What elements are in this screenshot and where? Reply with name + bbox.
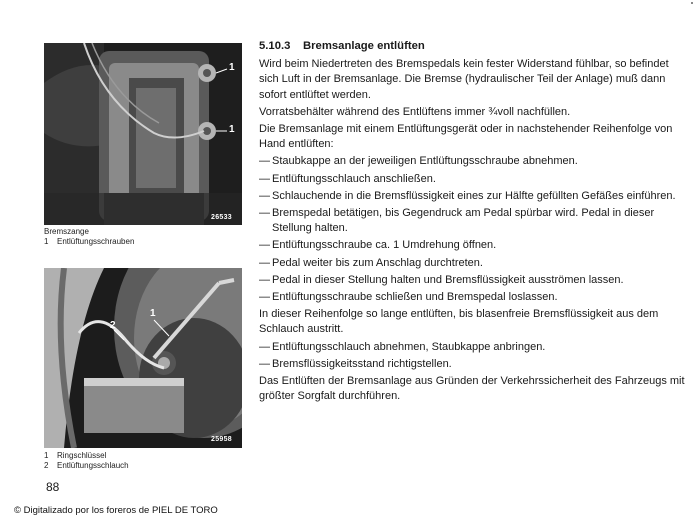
step-text: Bremspedal betätigen, bis Gegendruck am Pedal spürbar wird. Pedal in dieser Stellung halten. <box>272 207 655 235</box>
step-text: Entlüftungsschraube schließen und Bremspedal loslassen. <box>272 291 558 304</box>
step-text: Staubkappe an der jeweiligen Entlüftungsschraube abnehmen. <box>272 155 578 168</box>
paragraph-method: Die Bremsanlage mit einem Entlüftungsgerät oder in nachstehender Reihenfolge von Hand entlüften: <box>259 123 673 151</box>
callout-label-1a: 1 <box>229 62 235 73</box>
step-text: Entlüftungsschlauch anschließen. <box>272 172 436 185</box>
brake-caliper-photo <box>44 43 242 225</box>
caption-text: Entlüftungsschlauch <box>57 461 129 470</box>
step-text: Pedal weiter bis zum Anschlag durchtreten. <box>272 256 483 269</box>
page-number: 88 <box>46 480 60 494</box>
brake-caliper-illustration <box>44 43 242 225</box>
section-body <box>259 39 685 406</box>
caption-text: Entlüftungsschrauben <box>57 237 135 246</box>
dash-mark: — <box>259 256 270 269</box>
figure2-caption-item <box>44 451 129 461</box>
section-heading <box>259 39 685 54</box>
step-text: Entlüftungsschlauch abnehmen, Staubkappe anbringen. <box>272 340 546 353</box>
caption-number: 2 <box>44 461 49 470</box>
step-item <box>259 154 685 169</box>
step-item <box>259 189 685 204</box>
dash-mark: — <box>259 189 270 202</box>
figure2-caption <box>44 451 129 471</box>
figure1-caption <box>44 227 134 247</box>
paragraph-repeat: In dieser Reihenfolge so lange entlüften, bis blasenfreie Bremsflüssigkeit aus dem Schlauch austritt. <box>259 308 659 336</box>
step-item <box>259 357 685 372</box>
bleeding-hose-photo <box>44 268 242 448</box>
caption-number: 1 <box>44 451 49 460</box>
figure1-caption-item <box>44 237 134 247</box>
step-item <box>259 172 685 187</box>
step-text: Schlauchende in die Bremsflüssigkeit eines zur Hälfte gefüllten Gefäßes einführen. <box>272 189 676 202</box>
step-text: Pedal in dieser Stellung halten und Bremsflüssigkeit ausströmen lassen. <box>272 273 624 286</box>
step-item <box>259 290 685 305</box>
section-title: Bremsanlage entlüften <box>303 40 425 52</box>
step-item <box>259 340 685 355</box>
photo-code: 25958 <box>211 436 232 443</box>
photo-code: 26533 <box>211 214 232 221</box>
dash-mark: — <box>259 207 270 220</box>
bleeding-hose-illustration <box>44 268 242 448</box>
paragraph-reservoir: Vorratsbehälter während des Entlüftens immer ¾voll nachfüllen. <box>259 105 571 118</box>
paragraph-intro: Wird beim Niedertreten des Bremspedals kein fester Widerstand fühlbar, so befindet sich Luft in der Bremsanlage. Die Bremse (hydraulischer Teil der Anlage) muß dann sofort entlüftet werden. <box>259 58 669 101</box>
caption-number: 1 <box>44 237 49 246</box>
step-item <box>259 273 685 288</box>
step-text: Entlüftungsschraube ca. 1 Umdrehung öffnen. <box>272 239 497 252</box>
dash-mark: — <box>259 155 270 168</box>
callout-label-2: 2 <box>110 320 116 331</box>
callout-label-1: 1 <box>150 308 156 319</box>
dash-mark: — <box>259 340 270 353</box>
dash-mark: — <box>259 273 270 286</box>
figure1-caption-title: Bremszange <box>44 227 89 236</box>
dash-mark: — <box>259 239 270 252</box>
dash-mark: — <box>259 291 270 304</box>
callout-label-1b: 1 <box>229 124 235 135</box>
step-item <box>259 238 685 253</box>
section-number: 5.10.3 <box>259 40 291 52</box>
paragraph-safety: Das Entlüften der Bremsanlage aus Gründen der Verkehrssicherheit des Fahrzeugs mit größter Sorgfalt durchführen. <box>259 375 685 403</box>
step-item <box>259 206 685 236</box>
figure2-caption-item <box>44 461 129 471</box>
step-item <box>259 256 685 271</box>
footer-credit: © Digitalizado por los foreros de PIEL DE TORO <box>14 505 218 516</box>
caption-text: Ringschlüssel <box>57 451 107 460</box>
scan-mark <box>691 2 693 4</box>
step-text: Bremsflüssigkeitsstand richtigstellen. <box>272 357 452 370</box>
dash-mark: — <box>259 172 270 185</box>
dash-mark: — <box>259 357 270 370</box>
